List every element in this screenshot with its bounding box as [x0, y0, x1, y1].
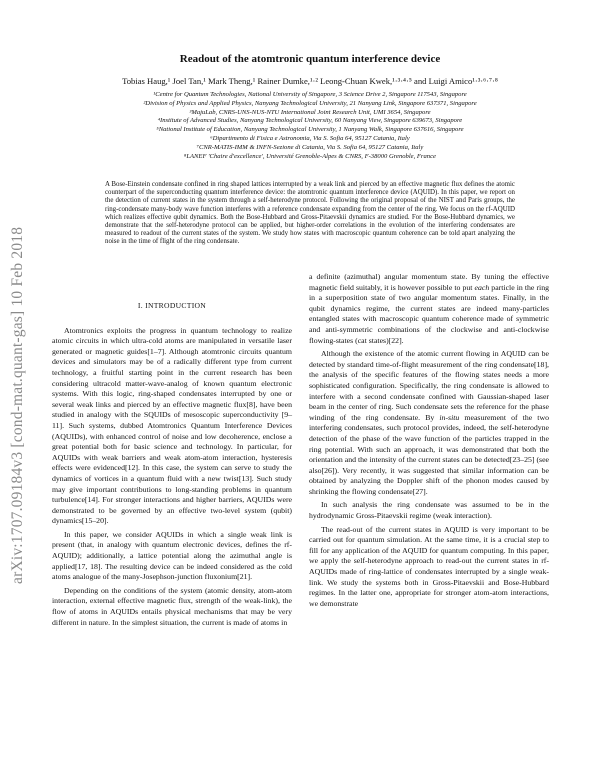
affiliation-list	[60, 91, 560, 161]
paragraph	[309, 272, 549, 346]
paragraph: Atomtronics exploits the progress in quantum technology to realize atomic circuits in which ultra-cold atoms are manipulated in versatile laser generated or magnetic guides[1–7]. Although atomtronic circuits quantum devices and simulators may be of a radically different type from current technology, a fruitful starting point in the current research has been considering ultracold matter-wave-analog of known quantum electronic systems. With this logic, ring-shaped condensates interrupted by one or several weak links and pierced by an effective magnetic flux[8], have been studied in analogy with the SQUIDs of mesoscopic superconductivity [9–11]. Such systems, dubbed Atomtronics Quantum Interference Devices (AQUIDs), with enhanced control of noise and low decoherence, enclose a great potential both for basic science and technology. In particular, for AQUIDs with weak barriers and weak atom-atom interaction, hysteresis effects were evidenced[12]. In this case, the system can serve to study the dynamics of vortices in a quantum fluid with a new twist[13]. Such study may give important contributions to long-standing problems in quantum turbulence[14]. For stronger interactions and higher barriers, AQUIDs were demonstrated to be governed by an effective two-level system (qubit) dynamics[15–20].	[52, 325, 292, 526]
section-heading-introduction: I. INTRODUCTION	[137, 301, 207, 310]
affiliation: ⁸LANEF 'Chaire d'excellence', Université Grenoble-Alpes & CNRS, F-38000 Grenoble, France	[184, 152, 436, 160]
paragraph-text: Although the existence of the atomic current flowing in AQUID can be detected by standard time-of-flight measurement of the ring condensate[18], the analysis of the specific features of the flowing states needs a more sophisticated configuration. Specifically, the ring condensate is allowed to interfere with a second condensate confined with Gaussian-shaped laser beam in the center of ring. Such condensate sets the reference for the phase winding of the ring condensate. By	[309, 349, 549, 422]
affiliation: ⁷CNR-MATIS-IMM & INFN-Sezione di Catania, Via S. Sofia 64, 95127 Catania, Italy	[196, 143, 424, 151]
paragraph-text: particle in the ring in a superposition state of two angular momentum states. Finally, in the qubit dynamics regime, the current states are indeed many-particles entangled states with macroscopic quantum coherence made of symmetric and anti-symmetric combinations of the clockwise and anti-clockwise flowing-states (cat states)[22].	[309, 282, 550, 345]
emphasis-text: each	[474, 282, 490, 292]
right-column	[309, 272, 549, 612]
paper-title: Readout of the atomtronic quantum interference device	[179, 53, 441, 65]
arxiv-identifier: arXiv:1707.09184v3 [cond-mat.quant-gas] 10 Feb 2018	[9, 226, 26, 584]
left-column	[52, 301, 292, 631]
abstract: A Bose-Einstein condensate confined in ring shaped lattices interrupted by a weak link and pierced by an effective magnetic flux defines the atomic counterpart of the superconducting quantum interference device: the atomtronic quantum interference device (AQUID). In this paper, we report on the detection of current states in the system through a self-heterodyne protocol. Following the original proposal of the NIST and Paris groups, the ring-condensate many-body wave function interferes with a reference condensate expanding from the center of the ring. We focus on the rf-AQUID which realizes effective qubit dynamics. Both the Bose-Hubbard and Gross-Pitaevskii dynamics are studied. For the Bose-Hubbard dynamics, we demonstrate that the self-heterodyne protocol can be applied, but higher-order correlations in the evolution of the interfering condensates are measured to readout of the current states of the system. We study how states with macroscopic quantum coherence can be told apart analyzing the noise in the time of flight of the ring condensate.	[105, 181, 515, 246]
paragraph: In this paper, we consider AQUIDs in which a single weak link is present (that, in analogy with quantum electronic devices, defines the rf-AQUID); additionally, a lattice potential along the azimuthal angle is applied[17, 18]. The resulting device can be indeed considered as the cold atoms analogue of the many-Josephson-junction fluxonium[21].	[52, 529, 292, 582]
paragraph: In such analysis the ring condensate was assumed to be in the hydrodynamic Gross-Pitaevskii regime (weak interaction).	[309, 500, 549, 521]
paragraph-text: measurement of the two interfering condensates, such protocol provides, indeed, the self-heterodyne detection of the phase of the wave function of the particles trapped in the ring potential. With such an approach, it was demonstrated that both the orientation and the intensity of the current states can be detected[23–25] (see also[26]). Very recently, it was suggested that similar information can be obtained by analyzing the Doppler shift of the phonon modes caused by shrinking the flowing condensate[27].	[309, 412, 549, 496]
affiliation: ⁴Institute of Advanced Studies, Nanyang Technological University, 60 Nanyang View, Singapore 639673, Singapore	[157, 117, 463, 125]
affiliation: ⁵National Institute of Education, Nanyang Technological University, 1 Nanyang Walk, Singapore 637616, Singapore	[156, 126, 464, 134]
affiliation: ²Division of Physics and Applied Physics, Nanyang Technological University, 21 Nanyang Link, Singapore 637371, Singapore	[143, 99, 477, 107]
paragraph: The read-out of the current states in AQUID is very important to be carried out for quantum simulation. At the same time, it is a crucial step to fill for any application of the AQUID for quantum computing. In this paper, we apply the self-heterodyne approach to read-out the current states in rf-AQUIDs made of ring-lattice of condensates interrupted by a single weak-link. We study the systems both in Gross-Pitaevskii and Bose-Hubbard regimes. In the latter one, appropriate for stronger atom-atom interactions, we demonstrate	[309, 524, 549, 608]
affiliation: ³MajuLab, CNRS-UNS-NUS-NTU International Joint Research Unit, UMI 3654, Singapore	[189, 108, 431, 116]
paragraph	[309, 349, 549, 497]
paragraph-text: a definite (azimuthal) angular momentum state. By tuning the effective magnetic field suitably, it is however possible to put	[309, 272, 549, 292]
emphasis-text: in-situ	[439, 412, 460, 422]
affiliation: ⁶Dipartimento di Fisica e Astronomia, Via S. Sofia 64, 95127 Catania, Italy	[210, 134, 410, 142]
affiliation: ¹Centre for Quantum Technologies, National University of Singapore, 3 Science Drive 2, Singapore 117543, Singapore	[153, 91, 467, 98]
author-list: Tobias Haug,¹ Joel Tan,¹ Mark Theng,¹ Rainer Dumke,¹·² Leong-Chuan Kwek,¹·³·⁴·⁵ and Luigi Amico¹·³·⁶·⁷·⁸	[122, 76, 498, 86]
paragraph: Depending on the conditions of the system (atomic density, atom-atom interaction, external effective magnetic flux, strength of the weak-link), the flow of atoms in AQUIDs entails physical mechanisms that may be very different in nature. In the simplest situation, the current is made of atoms in	[52, 585, 292, 627]
